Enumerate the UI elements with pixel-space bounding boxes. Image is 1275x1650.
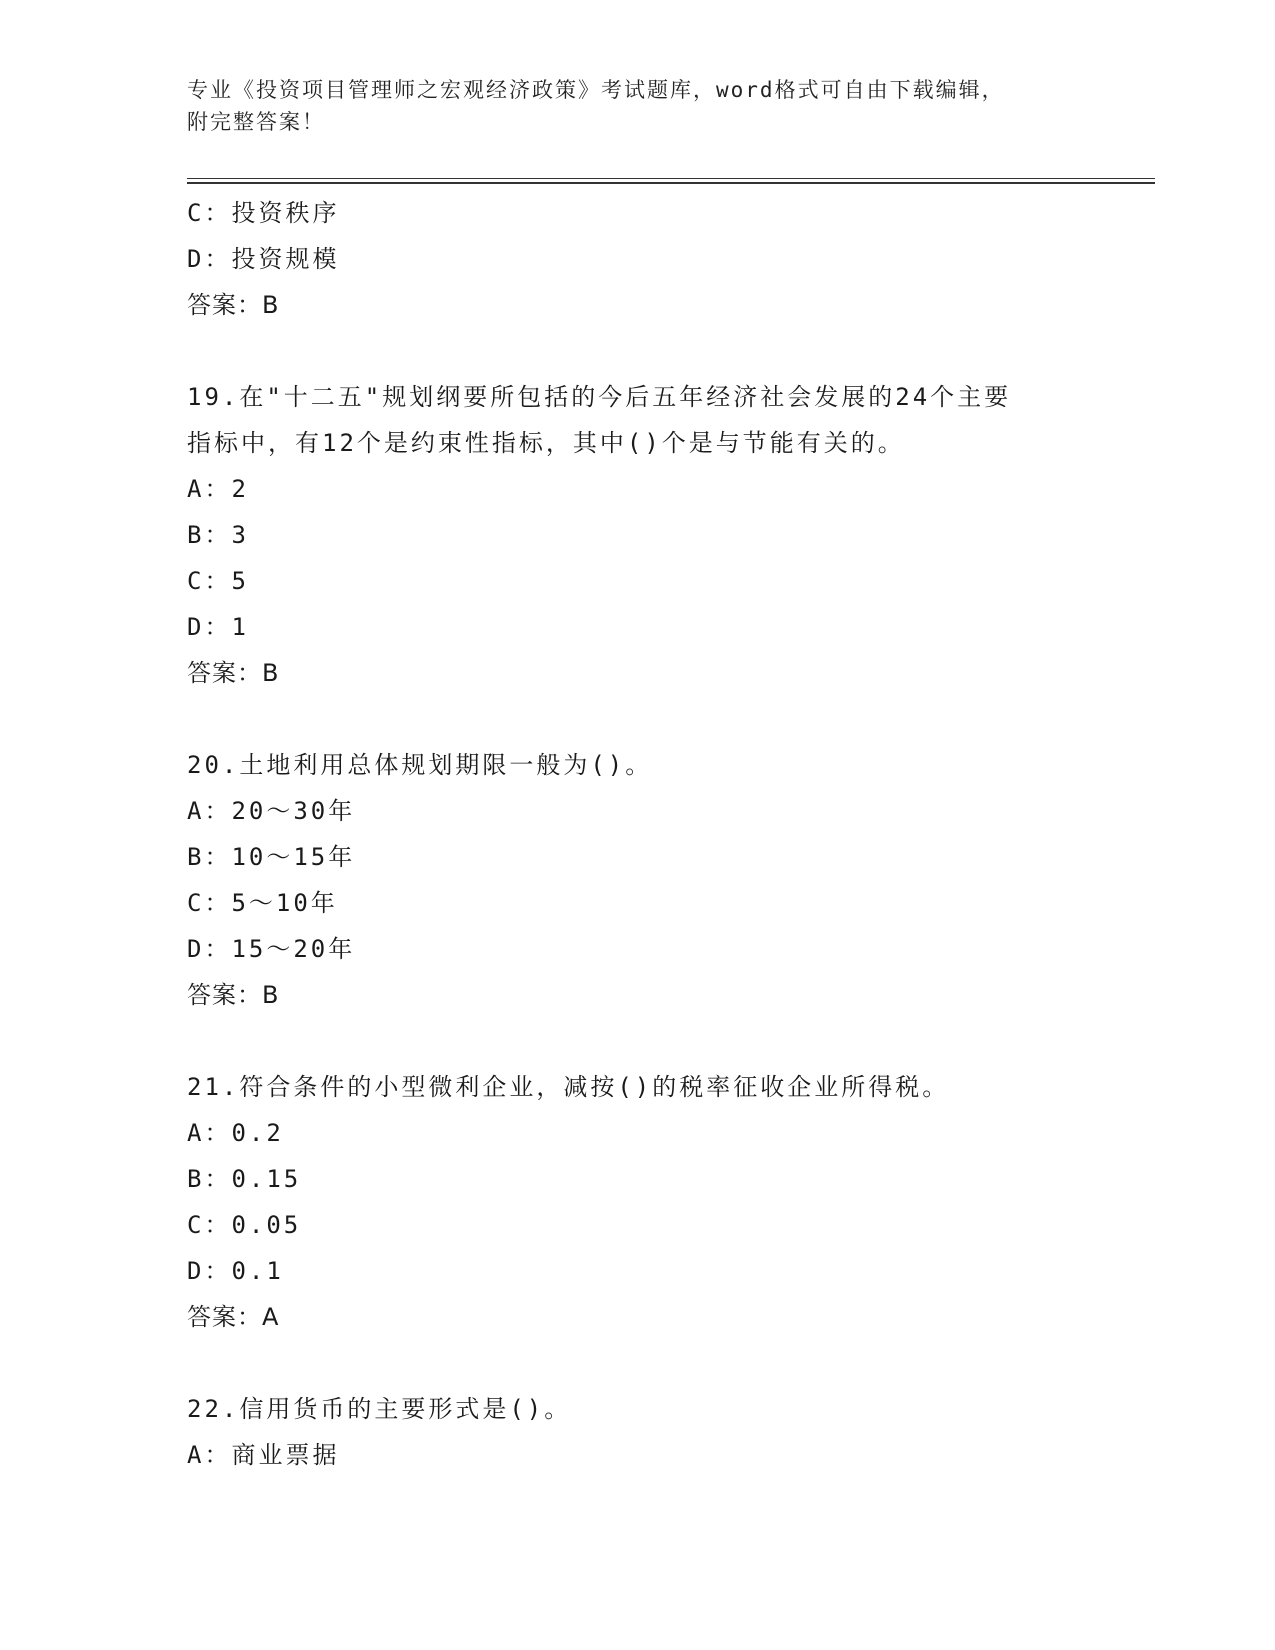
answer-line: 答案：B [187,291,280,319]
question-stem-cont: 指标中，有12个是约束性指标，其中()个是与节能有关的。 [187,429,905,457]
option-c: C：5～10年 [187,889,338,917]
header-rule-thick [187,182,1155,184]
answer-line: 答案：B [187,981,280,1009]
option-a: A：商业票据 [187,1441,340,1469]
answer-line: 答案：B [187,659,280,687]
header-line-2: 附完整答案！ [187,110,325,134]
question-stem: 20.土地利用总体规划期限一般为()。 [187,751,653,779]
option-b: B：10～15年 [187,843,356,871]
option-b: B：3 [187,521,249,549]
question-stem: 21.符合条件的小型微利企业，减按()的税率征收企业所得税。 [187,1073,950,1101]
option-c: C：0.05 [187,1211,302,1239]
answer-line: 答案：A [187,1303,280,1331]
question-stem: 19.在"十二五"规划纲要所包括的今后五年经济社会发展的24个主要 [187,383,1012,411]
option-d: D：投资规模 [187,245,340,273]
question-list [187,190,1087,1478]
option-c: C：投资秩序 [187,199,340,227]
question-21 [187,1064,1087,1340]
option-d: D：0.1 [187,1257,284,1285]
option-a: A：0.2 [187,1119,284,1147]
option-a: A：2 [187,475,249,503]
question-22 [187,1386,1087,1478]
option-c: C：5 [187,567,249,595]
option-a: A：20～30年 [187,797,356,825]
header-rule-thin [187,178,1155,179]
question-19 [187,374,1087,696]
question-18-tail [187,190,1087,328]
question-stem: 22.信用货币的主要形式是()。 [187,1395,572,1423]
option-d: D：15～20年 [187,935,356,963]
option-b: B：0.15 [187,1165,302,1193]
header-line-1: 专业《投资项目管理师之宏观经济政策》考试题库，word格式可自由下载编辑， [187,78,1005,102]
document-header [187,74,1087,138]
question-20 [187,742,1087,1018]
option-d: D：1 [187,613,249,641]
